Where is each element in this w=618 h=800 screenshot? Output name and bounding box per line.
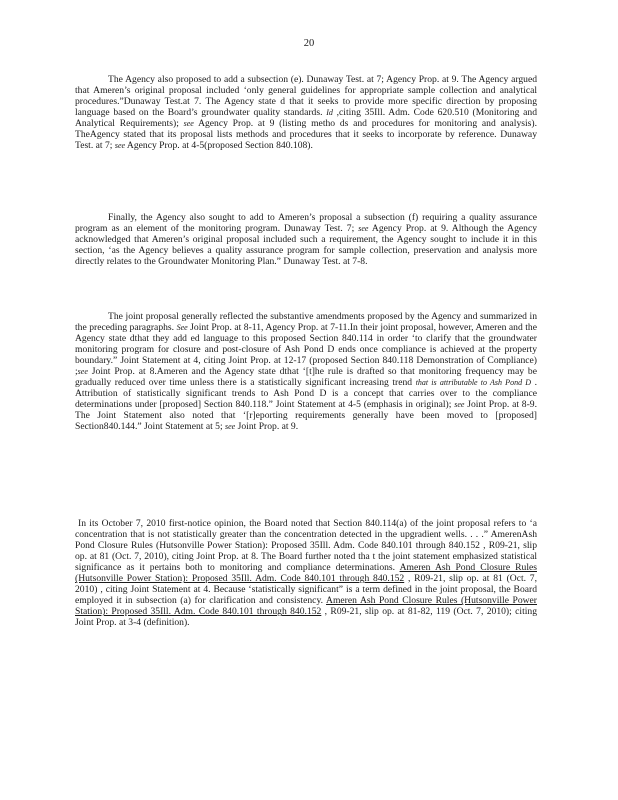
citation-signal: see xyxy=(454,400,465,410)
case-citation: Ameren Ash Pond Closure Rules (Hutsonville Power Station): Proposed 35Ill. Adm. Code 840.101 through 840.152 xyxy=(75,562,537,585)
text-segment: Joint Prop. at 8-9. The Joint Statement also noted that ‘[r]eporting requirements generally have been moved to [proposed] Section840.144.” Joint Statement at 5; xyxy=(75,399,537,433)
text-segment: Joint Prop. at 9. xyxy=(235,421,299,433)
text-segment: In its October 7, 2010 first-notice opinion, the Board noted that Section 840.114(a) of the joint proposal refers to ‘a concentration that is not statistically greater than the concentration detected in the upgradient wells. . . .” AmerenAsh Pond Closure Rules (Hutsonville Power Station): Proposed 35Ill. Adm. Code 840.101 through 840.152 , R09-21, slip op. at 81 (Oct. 7, 2010), citing Joint Prop. at 8. The Board further noted tha t the joint statement emphasized statistical significance as it pertains both to monitoring and compliance determinations. xyxy=(75,518,537,574)
text-segment: Joint Prop. at 8.Ameren and the Agency state dthat ‘[t]he rule is drafted so that monitoring frequency may be gradually reduced over time unless there is a statistically significant increasing trend xyxy=(75,366,537,389)
text-segment: The Agency also proposed to add a subsection (e). Dunaway Test. at 7; Agency Prop. at 9. The Agency argued that Ameren’s original proposal included ‘only general guidelines for appropriate sample collection and analytical procedures.”Dunaway Test.at 7. The Agency state d that it seeks to provide more specific direction by proposing language based on the Board’s groundwater quality standards. xyxy=(75,74,537,119)
paragraph-agency-subsection-e xyxy=(75,74,537,151)
citation-signal: see xyxy=(77,367,88,377)
citation-signal: see xyxy=(183,119,194,129)
text-segment: ,citing 35Ill. Adm. Code 620.510 (Monitoring and Analytical Requirements); xyxy=(75,107,537,130)
text-segment: , R09-21, slip op. at 81-82, 119 (Oct. 7, 2010); citing Joint Prop. at 3-4 (definition). xyxy=(75,606,537,629)
text-segment: Finally, the Agency also sought to add to Ameren’s proposal a subsection (f) requiring a quality assurance program as an element of the monitoring program. Dunaway Test. 7; xyxy=(75,212,537,235)
citation-signal: see xyxy=(358,224,369,234)
text-segment: . Attribution of statistically significant trends to Ash Pond D is a concept that carries over to the compliance determinations under [proposed] Section 840.118.” Joint Statement at 4-5 (emphasis in original); xyxy=(75,377,537,411)
emphasis-text: that is attributable to Ash Pond D xyxy=(415,378,532,388)
text-segment: The joint proposal generally reflected the substantive amendments proposed by the Agency and summarized in the preceding paragraphs. xyxy=(75,311,537,334)
text-segment: , R09-21, slip op. at 81 (Oct. 7, 2010) , citing Joint Statement at 4. Because ‘statistically significant” is a term defined in the joint proposal, the Board employed it in subsection (a) for clarification and consistency. xyxy=(75,573,537,607)
citation-signal: see xyxy=(225,422,236,432)
paragraph-first-notice-opinion xyxy=(75,518,537,628)
citation-signal: see xyxy=(114,141,126,151)
paragraph-agency-subsection-f xyxy=(75,212,537,267)
text-segment: Agency Prop. at 4-5(proposed Section 840.108). xyxy=(125,140,313,152)
text-segment: Joint Prop. at 8-11, Agency Prop. at 7-11.In their joint proposal, however, Ameren and the Agency state dthat they add ed language to this proposed Section 840.114 in order ‘to clarify that the groundwater monitoring program for closure and post-closure of Ash Pond D ends once compliance is achieved at the property boundary.” Joint Statement at 4, citing Joint Prop. at 12-17 (proposed Section 840.118 Demonstration of Compliance) ; xyxy=(75,322,537,378)
text-segment: Agency Prop. at 9. Although the Agency acknowledged that Ameren’s original proposal included such a requirement, the Agency sought to include it in this section, ‘as the Agency believes a quality assurance program for sample collection, preservation and analysis more directly relates to the Groundwater Monitoring Plan.” Dunaway Test. at 7-8. xyxy=(75,223,537,268)
paragraph-joint-proposal xyxy=(75,311,537,433)
citation-signal: Id xyxy=(326,108,333,118)
case-citation: Ameren Ash Pond Closure Rules (Hutsonville Power Station): Proposed 35Ill. Adm. Code 840.101 through 840.152 xyxy=(75,595,538,618)
page-number: 20 xyxy=(303,38,315,49)
citation-signal: See xyxy=(176,323,188,333)
text-segment: Agency Prop. at 9 (listing metho ds and procedures for monitoring and analysis). TheAgency stated that its proposal lists methods and procedures that it seeks to incorporate by reference. Dunaway Test. at 7; xyxy=(75,118,537,152)
